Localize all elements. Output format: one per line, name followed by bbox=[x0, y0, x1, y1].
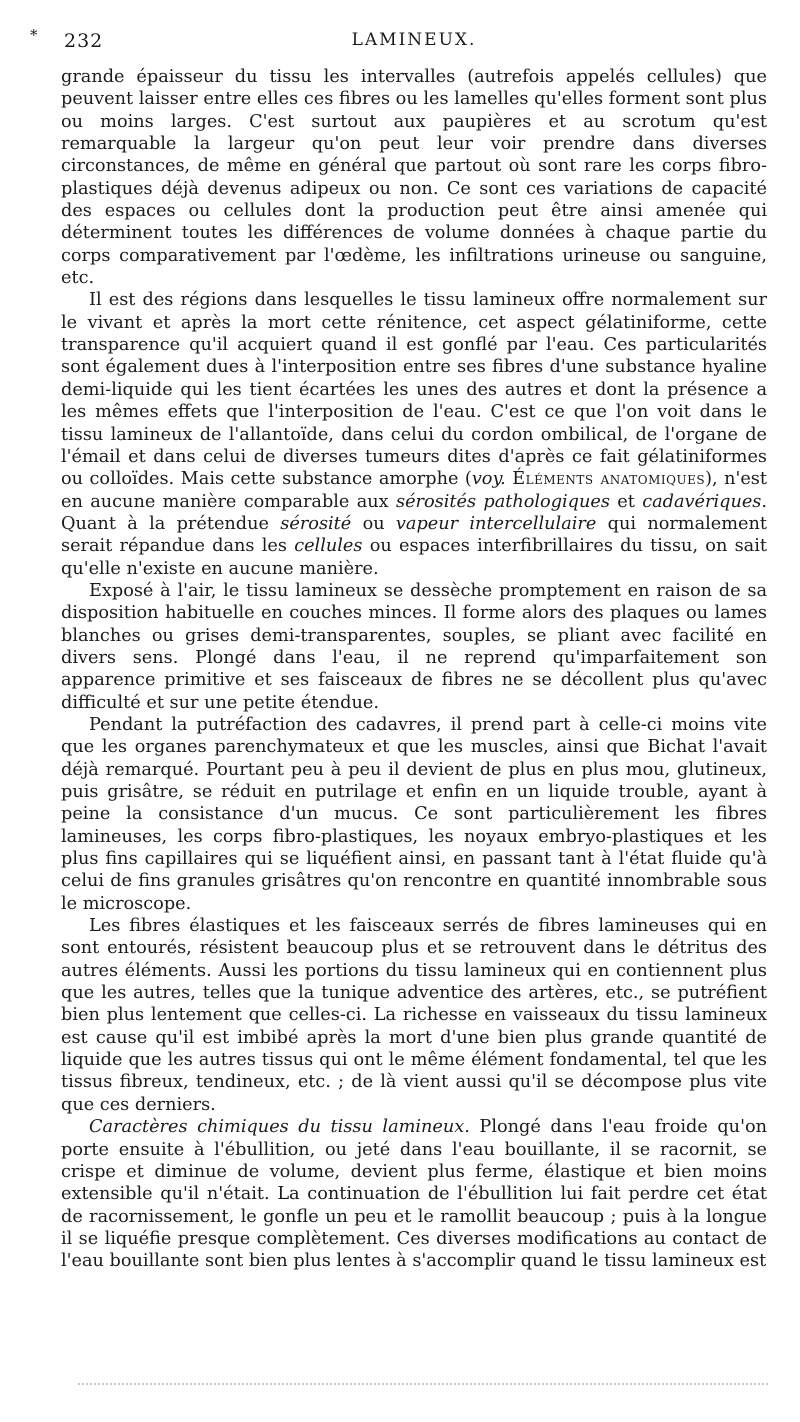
page-number: 232 bbox=[64, 30, 104, 52]
paragraph-2-text-e: ou bbox=[351, 513, 396, 534]
paragraph-6 bbox=[61, 1116, 767, 1272]
paragraph-4: Pendant la putréfaction des cadavres, il prend part à celle-ci moins vite que les organes parenchymateux et que les muscles, ainsi que Bichat l'avait déjà remarqué. Pourtant peu à peu il devient de plus en plus mou, glutineux, puis grisâtre, se réduit en putrilage et enfin en un liquide trouble, ayant à peine la consistance d'un mucus. Ce sont particulièrement les fibres lamineuses, les corps fibro-plastiques, les noyaux embryo-plastiques et les plus fins capillaires qui se liquéfient ainsi, en passant tant à l'état fluide qu'à celui de fins granules grisâtres qu'on rencontre en quantité innombrable sous le microscope. bbox=[61, 714, 767, 914]
paragraph-2-text-c: et bbox=[609, 491, 643, 512]
paragraph-2 bbox=[61, 289, 767, 579]
paragraph-6-text: Plongé dans l'eau froide qu'on porte ensuite à l'ébullition, ou jeté dans l'eau bouillante, il se racornit, se crispe et diminue de volume, devient plus ferme, élastique et bien moins extensible qu'il n'était. La continuation de l'ébullition lui fait perdre cet état de racornissement, le gonfle un peu et le ramollit beaucoup ; puis à la longue il se liquéfie presque complètement. Ces diverses modifications au contact de l'eau bouillante sont bien plus lentes à s'accomplir quand le tissu lamineux est bbox=[61, 1117, 767, 1272]
italic-vapeur-intercellulaire: vapeur intercellulaire bbox=[395, 513, 597, 534]
paragraph-3: Exposé à l'air, le tissu lamineux se dessèche promptement en raison de sa disposition habituelle en couches minces. Il forme alors des plaques ou lames blanches ou grises demi-transparentes, souples, se pliant avec facilité en divers sens. Plongé dans l'eau, il ne reprend qu'imparfaitement son apparence primitive et ses faisceaux de fibres ne se décollent plus qu'avec difficulté et sur une petite étendue. bbox=[61, 580, 767, 713]
running-title: LAMINEUX. bbox=[351, 30, 477, 50]
paragraph-2-text-a: Il est des régions dans lesquelles le tissu lamineux offre normalement sur le vivant et après la mort cette rénitence, cet aspect gélatiniforme, cette transparence qu'il acquiert quand il est gonflé par l'eau. Ces particularités sont également dues à l'interposition entre ses fibres d'une substance hyaline demi-liquide qui les tient écartées les unes des autres et dont la présence a les mêmes effets que l'interposition de l'eau. C'est ce que l'on voit dans le tissu lamineux de l'allantoïde, dans celui du cordon ombilical, de l'organe de l'émail et dans celui de diverses tumeurs dites d'après ce fait gélatiniformes ou colloïdes. Mais cette substance amorphe ( bbox=[61, 290, 767, 490]
paragraph-1: grande épaisseur du tissu les intervalles (autrefois appelés cellules) que peuvent laisser entre elles ces fibres ou les lamelles qu'elles forment sont plus ou moins larges. C'est surtout aux paupières et au scrotum qu'est remarquable la largeur qu'on peut leur voir prendre dans diverses circonstances, de même en général que partout où sont rare les corps fibro-plastiques déjà devenus adipeux ou non. Ce sont ces variations de capacité des espaces ou cellules dont la production peut être ainsi amenée qui déterminent toutes les différences de volume données à chaque partie du corps comparativement par l'œdème, les infiltrations urineuse ou sanguine, etc. bbox=[61, 67, 767, 289]
footer-dotted-line bbox=[78, 1383, 768, 1385]
paragraph-2-text-d: . Quant à la prétendue bbox=[61, 491, 768, 534]
paragraph-2-text-b: ), n'est en aucune manière comparable aux bbox=[61, 469, 767, 512]
section-title-caracteres-chimiques: Caractères chimiques du tissu lamineux. bbox=[89, 1117, 470, 1138]
page-header bbox=[60, 30, 768, 58]
italic-serosite: sérosité bbox=[280, 513, 352, 534]
italic-serosites-pathologiques: sérosités pathologiques bbox=[396, 491, 610, 512]
italic-cellules: cellules bbox=[294, 536, 363, 557]
corner-mark: * bbox=[30, 26, 38, 44]
reference-voy: voy. bbox=[471, 469, 506, 490]
body-text bbox=[61, 66, 767, 1273]
paragraph-2-text-g: ou espaces interfibrillaires du tissu, on sait qu'elle n'existe en aucune manière. bbox=[61, 536, 767, 579]
italic-cadaveriques: cadavériques bbox=[642, 491, 762, 512]
reference-elements-anatomiques: Éléments anatomiques bbox=[512, 469, 706, 490]
paragraph-2-text-f: qui normalement serait répandue dans les bbox=[61, 513, 767, 557]
paragraph-5: Les fibres élastiques et les faisceaux serrés de fibres lamineuses qui en sont entourés, résistent beaucoup plus et se retrouvent dans le détritus des autres éléments. Aussi les portions du tissu lamineux qui en contiennent plus que les autres, telles que la tunique adventice des artères, etc., se putréfient bien plus lentement que celles-ci. La richesse en vaisseaux du tissu lamineux est cause qu'il est imbibé après la mort d'une bien plus grande quantité de liquide que les autres tissus qui ont le même élément fondamental, tel que les tissus fibreux, tendineux, etc. ; de là vient aussi qu'il se décompose plus vite que ces derniers. bbox=[61, 916, 767, 1115]
